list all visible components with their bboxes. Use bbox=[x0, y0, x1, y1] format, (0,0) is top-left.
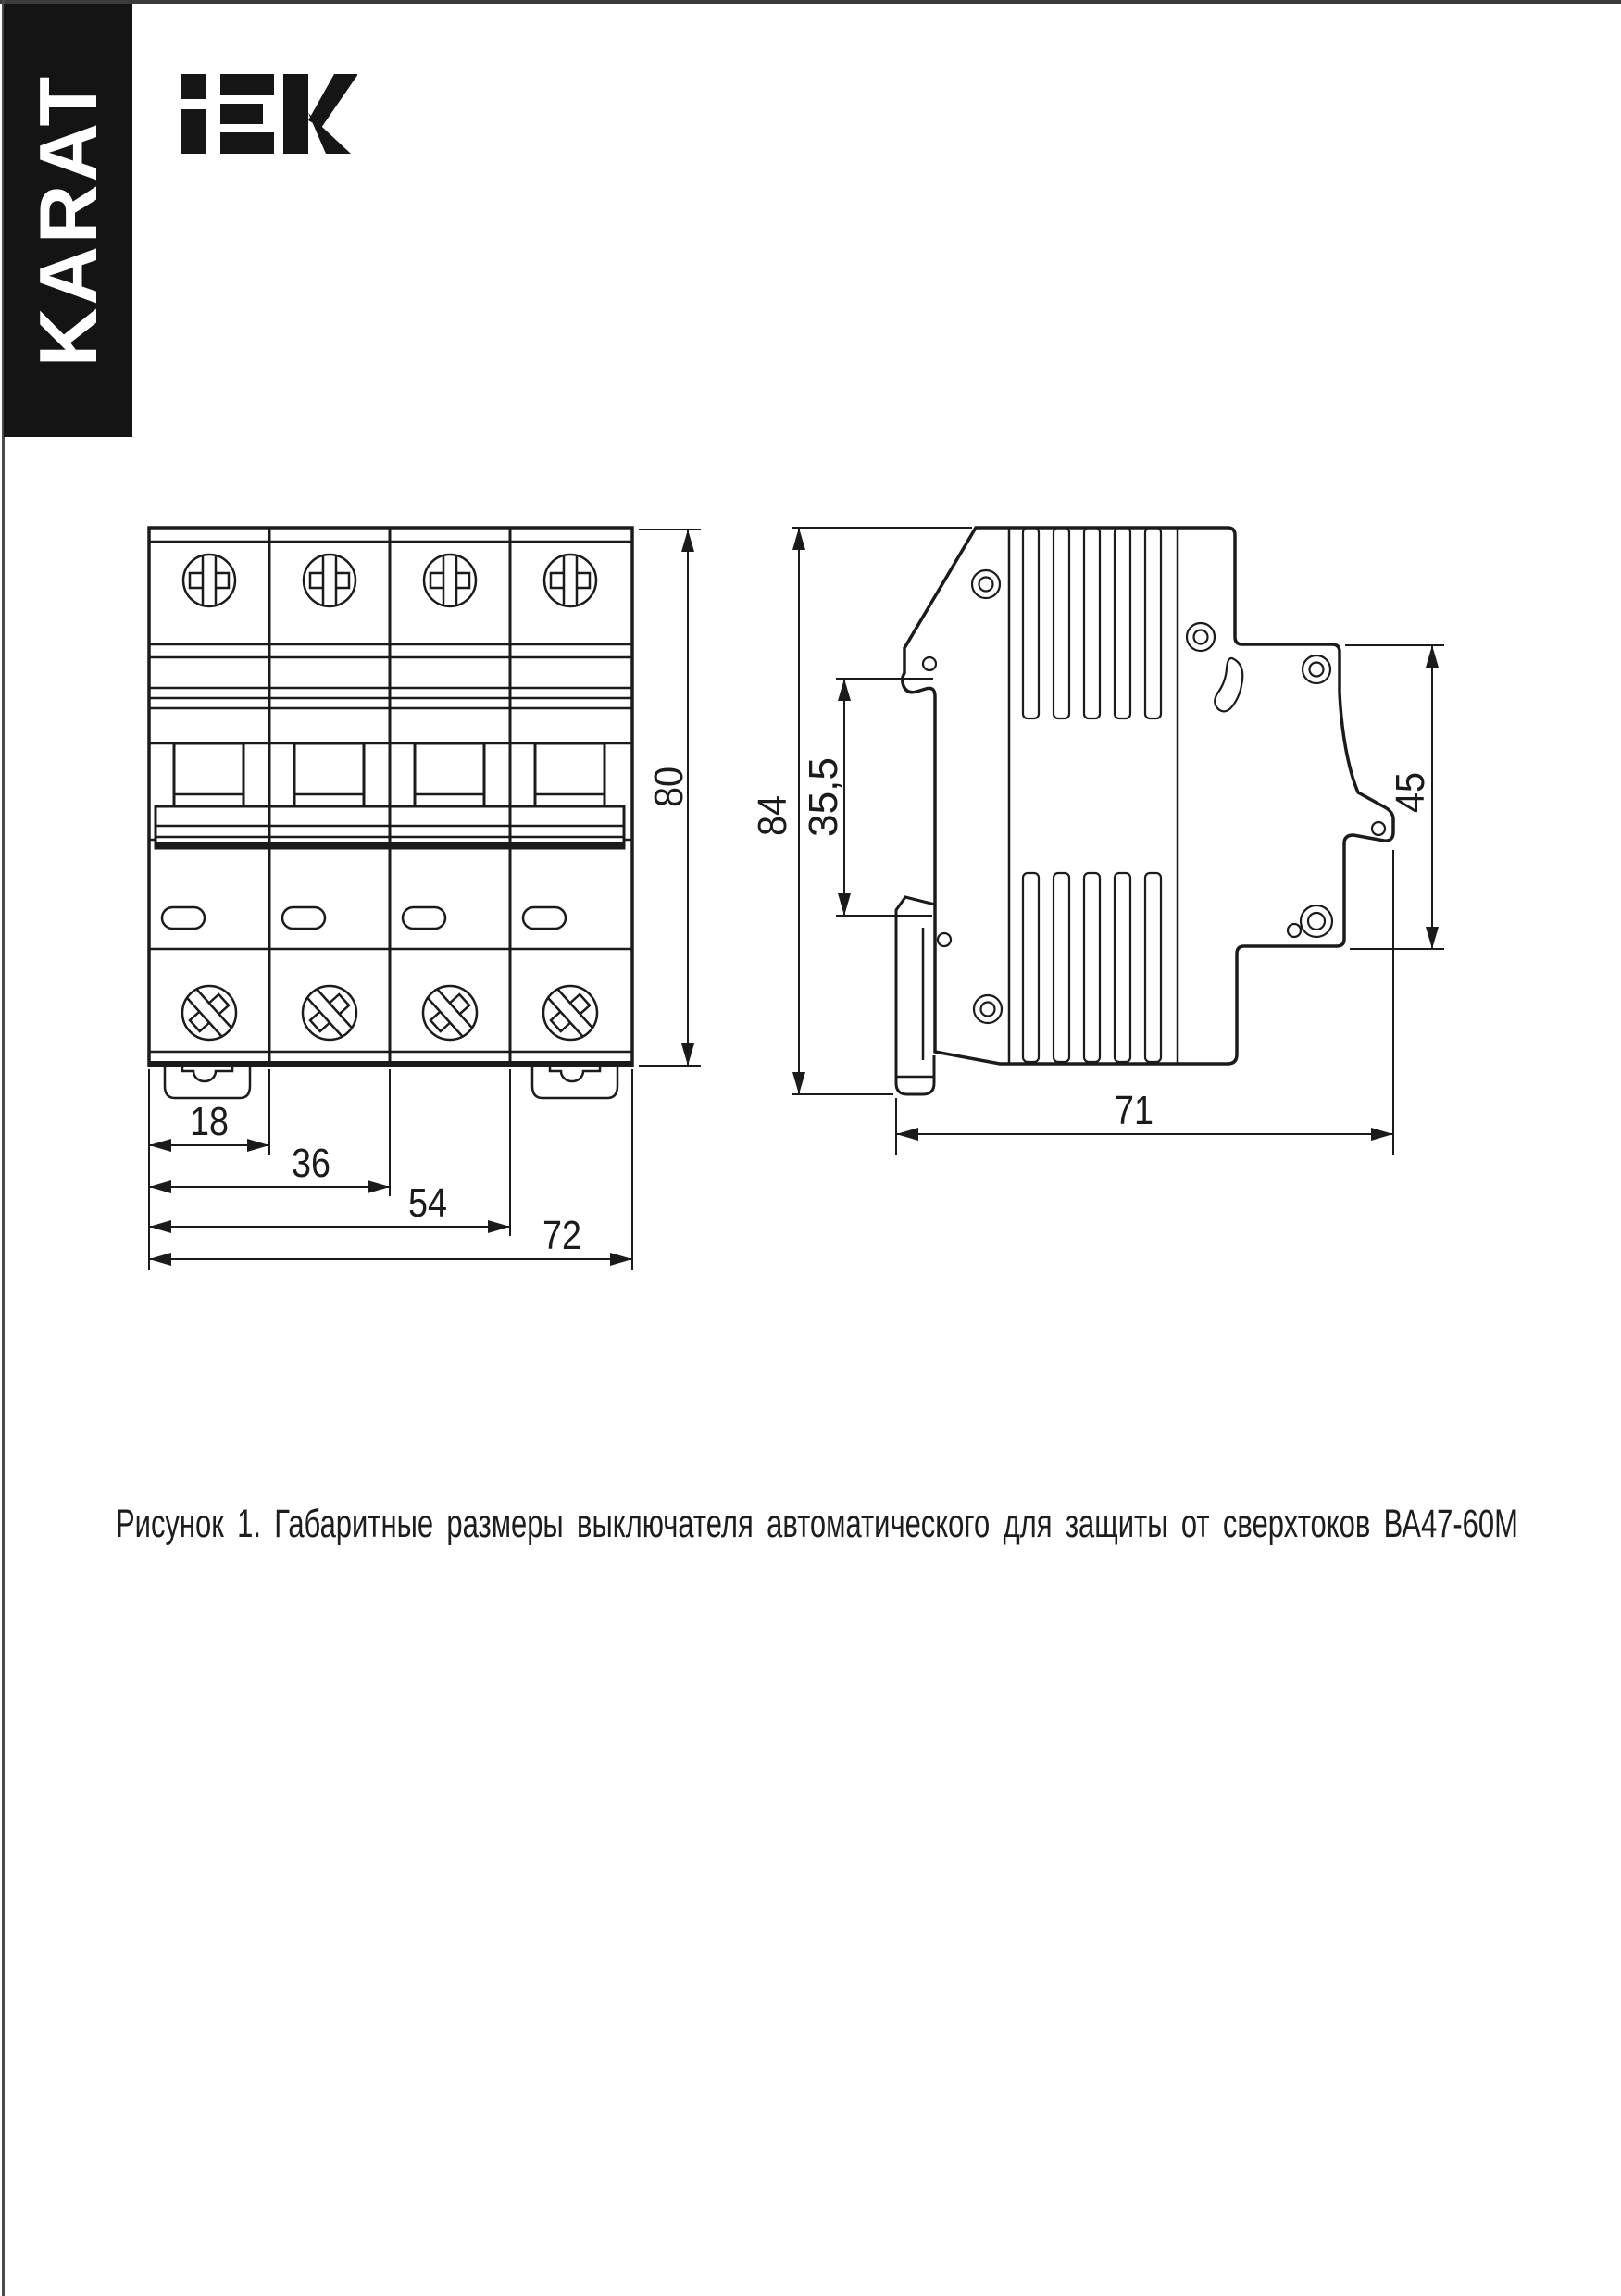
kidney-slot bbox=[1215, 658, 1242, 711]
vent-slats-bottom bbox=[1023, 873, 1161, 1062]
dim-label-84: 84 bbox=[750, 791, 795, 836]
figure-caption: Рисунок 1. Габаритные размеры выключателя автоматического для защиты от сверхтоков ВА47-60М bbox=[116, 1502, 1518, 1546]
dim-label-71: 71 bbox=[1115, 1088, 1153, 1133]
dim-label-45: 45 bbox=[1388, 767, 1433, 813]
dim-label-18: 18 bbox=[190, 1099, 229, 1144]
dim-label-72: 72 bbox=[542, 1213, 581, 1258]
front-dimension-lines bbox=[149, 530, 688, 1259]
side-view bbox=[792, 528, 1444, 1155]
rivets bbox=[923, 570, 1332, 1023]
dim-label-36: 36 bbox=[292, 1141, 330, 1186]
din-clips-front bbox=[165, 1066, 617, 1098]
dim-label-80: 80 bbox=[646, 762, 692, 807]
dim-label-35-5: 35,5 bbox=[801, 757, 846, 837]
karat-brand-text: KARAT bbox=[21, 73, 114, 368]
dim-label-54: 54 bbox=[408, 1180, 447, 1226]
vent-slats-top bbox=[1023, 528, 1161, 718]
front-extension-lines bbox=[149, 530, 701, 1270]
front-dimension-arrows bbox=[149, 530, 694, 1266]
label-windows bbox=[162, 907, 566, 929]
front-view bbox=[149, 528, 701, 1270]
latch-hole bbox=[1372, 822, 1385, 835]
